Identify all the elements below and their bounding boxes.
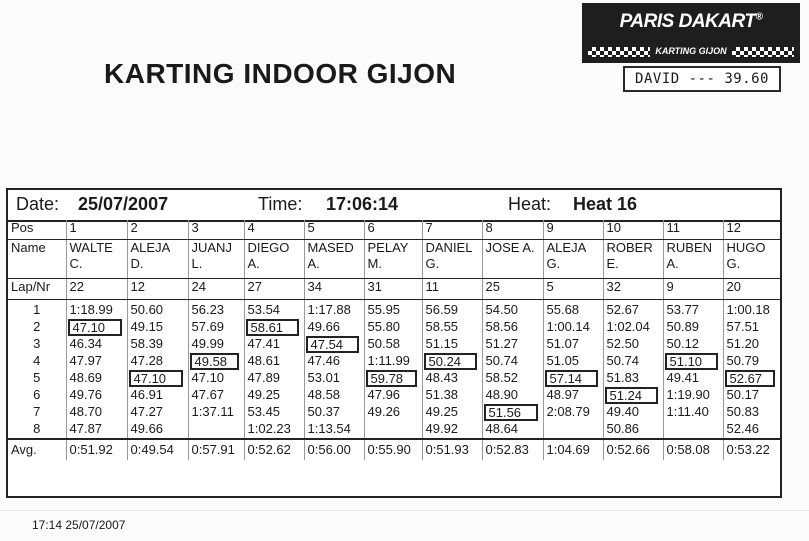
kart-number-cell: 20 bbox=[723, 279, 780, 300]
lap-time-cell: 46.34 bbox=[66, 336, 127, 353]
best-lap-time: 52.67 bbox=[725, 370, 776, 387]
lap-time-cell: 1:18.99 bbox=[66, 302, 127, 319]
lap-time-cell: 50.86 bbox=[603, 421, 663, 439]
best-lap-time: 51.56 bbox=[484, 404, 538, 421]
lap-number: 7 bbox=[8, 404, 66, 421]
lap-time-cell: 48.90 bbox=[482, 387, 543, 404]
lap-row bbox=[8, 404, 780, 421]
lap-time-cell: 48.97 bbox=[543, 387, 603, 404]
lap-time-cell: 51.07 bbox=[543, 336, 603, 353]
lap-time-cell: 49.40 bbox=[603, 404, 663, 421]
lap-time-cell: 50.89 bbox=[663, 319, 723, 336]
average-cell: 0:52.62 bbox=[244, 439, 304, 460]
lap-time-cell bbox=[188, 421, 244, 439]
lap-row bbox=[8, 336, 780, 353]
kart-number-cell: 34 bbox=[304, 279, 364, 300]
lap-time-cell: 2:08.79 bbox=[543, 404, 603, 421]
best-lap-cell bbox=[663, 353, 723, 370]
row-label: Name bbox=[8, 240, 66, 279]
print-timestamp: 17:14 25/07/2007 bbox=[32, 518, 126, 532]
lap-time-cell: 1:00.18 bbox=[726, 302, 770, 317]
position-cell: 7 bbox=[422, 220, 482, 240]
lap-time-cell: 49.99 bbox=[188, 336, 244, 353]
lap-time-cell: 47.67 bbox=[188, 387, 244, 404]
kart-number-cell: 32 bbox=[603, 279, 663, 300]
lap-time-cell: 46.91 bbox=[127, 387, 188, 404]
lap-time-cell: 54.50 bbox=[482, 302, 543, 319]
lap-time-cell: 47.10 bbox=[188, 370, 244, 387]
best-lap-time: 51.24 bbox=[605, 387, 658, 404]
driver-name-cell: ROBER E. bbox=[603, 240, 663, 279]
average-cell: 0:57.91 bbox=[188, 439, 244, 460]
average-cell: 0:51.92 bbox=[66, 439, 127, 460]
best-lap-cell bbox=[364, 370, 422, 387]
lap-time-cell: 48.70 bbox=[66, 404, 127, 421]
position-cell: 2 bbox=[127, 220, 188, 240]
lap-number: 2 bbox=[8, 319, 66, 336]
lap-row bbox=[8, 302, 780, 319]
position-row bbox=[8, 220, 780, 240]
kart-number-row bbox=[8, 279, 780, 300]
position-cell: 1 bbox=[66, 220, 127, 240]
lap-time-cell: 47.41 bbox=[244, 336, 304, 353]
lap-row bbox=[8, 319, 780, 336]
best-lap-cell bbox=[244, 319, 304, 336]
best-lap-time: 50.24 bbox=[424, 353, 477, 370]
lap-time-cell: 51.27 bbox=[482, 336, 543, 353]
lap-time-cell: 1:00.14 bbox=[543, 319, 603, 336]
best-lap-cell bbox=[603, 387, 663, 404]
best-lap-cell bbox=[127, 370, 188, 387]
lap-time-cell: 49.25 bbox=[244, 387, 304, 404]
kart-number-cell: 27 bbox=[244, 279, 304, 300]
lap-time-cell: 1:19.90 bbox=[663, 387, 723, 404]
position-cell: 8 bbox=[482, 220, 543, 240]
row-label: Avg. bbox=[8, 439, 66, 460]
lap-number: 3 bbox=[8, 336, 66, 353]
lap-row bbox=[8, 353, 780, 370]
lap-time-cell: 55.80 bbox=[364, 319, 422, 336]
driver-name-row bbox=[8, 240, 780, 279]
position-cell: 5 bbox=[304, 220, 364, 240]
lap-time-cell: 49.66 bbox=[127, 421, 188, 439]
driver-name-cell: PELAY M. bbox=[364, 240, 422, 279]
lap-time-cell: 50.79 bbox=[726, 353, 760, 368]
lap-row bbox=[8, 370, 780, 387]
lap-time-cell: 50.12 bbox=[663, 336, 723, 353]
position-cell: 3 bbox=[188, 220, 244, 240]
lap-time-cell: 52.67 bbox=[603, 302, 663, 319]
lap-time-cell: 51.15 bbox=[422, 336, 482, 353]
lap-time-cell: 53.77 bbox=[663, 302, 723, 319]
driver-name-cell: JOSE A. bbox=[482, 240, 543, 279]
page-title: KARTING INDOOR GIJON bbox=[104, 58, 457, 89]
lap-time-cell: 48.43 bbox=[422, 370, 482, 387]
best-lap-cell bbox=[66, 319, 127, 336]
lap-time-cell: 56.59 bbox=[422, 302, 482, 319]
average-cell: 1:04.69 bbox=[543, 439, 603, 460]
best-lap-cell bbox=[723, 370, 780, 387]
kart-number-cell: 12 bbox=[127, 279, 188, 300]
lap-number: 8 bbox=[8, 421, 66, 439]
lap-time-cell: 47.27 bbox=[127, 404, 188, 421]
lap-time-cell: 58.39 bbox=[127, 336, 188, 353]
best-lap-cell bbox=[422, 353, 482, 370]
lap-time-cell: 50.60 bbox=[127, 302, 188, 319]
lap-time-cell: 55.68 bbox=[543, 302, 603, 319]
lap-time-cell: 1:37.11 bbox=[188, 404, 244, 421]
position-cell: 9 bbox=[543, 220, 603, 240]
lap-time-cell bbox=[543, 421, 603, 439]
lap-time-cell: 50.17 bbox=[726, 387, 760, 402]
lap-time-cell: 47.87 bbox=[66, 421, 127, 439]
driver-name-cell: WALTE C. bbox=[66, 240, 127, 279]
best-lap-time: 47.54 bbox=[306, 336, 359, 353]
driver-name-cell: DIEGO A. bbox=[244, 240, 304, 279]
lap-time-cell: 49.66 bbox=[304, 319, 364, 336]
kart-number-cell: 11 bbox=[422, 279, 482, 300]
lap-time-cell: 1:17.88 bbox=[304, 302, 364, 319]
position-cell: 11 bbox=[663, 220, 723, 240]
lap-time-cell: 49.15 bbox=[127, 319, 188, 336]
lap-times-table bbox=[8, 220, 780, 460]
kart-number-cell: 22 bbox=[66, 279, 127, 300]
lap-time-cell: 50.74 bbox=[482, 353, 543, 370]
logo-sub-text: KARTING GIJON bbox=[655, 46, 727, 56]
lap-time-cell: 58.55 bbox=[422, 319, 482, 336]
lap-time-cell: 57.69 bbox=[188, 319, 244, 336]
lap-number: 5 bbox=[8, 370, 66, 387]
lap-time-cell: 49.92 bbox=[422, 421, 482, 439]
lap-time-cell: 50.83 bbox=[726, 404, 760, 419]
time-value: 17:06:14 bbox=[326, 194, 399, 214]
lap-row bbox=[8, 387, 780, 404]
lap-time-cell: 58.56 bbox=[482, 319, 543, 336]
lap-time-cell: 52.46 bbox=[726, 421, 760, 436]
best-lap-time: 51.10 bbox=[665, 353, 718, 370]
best-lap-time: 58.61 bbox=[246, 319, 299, 336]
lap-time-cell: 51.38 bbox=[422, 387, 482, 404]
lap-time-cell: 51.83 bbox=[603, 370, 663, 387]
lap-time-cell: 47.96 bbox=[364, 387, 422, 404]
driver-name-cell: ALEJA G. bbox=[543, 240, 603, 279]
average-cell: 0:52.83 bbox=[482, 439, 543, 460]
average-cell: 0:52.66 bbox=[603, 439, 663, 460]
divider bbox=[0, 510, 809, 511]
average-cell: 0:53.22 bbox=[723, 439, 780, 460]
driver-name-cell: RUBEN A. bbox=[663, 240, 723, 279]
best-lap-cell bbox=[304, 336, 364, 353]
lap-time-cell: 58.52 bbox=[482, 370, 543, 387]
average-row bbox=[8, 439, 780, 460]
driver-name-cell: MASED A. bbox=[304, 240, 364, 279]
kart-number-cell: 24 bbox=[188, 279, 244, 300]
row-label: Pos bbox=[8, 220, 66, 240]
driver-name-cell: DANIEL G. bbox=[422, 240, 482, 279]
lap-number: 1 bbox=[8, 302, 66, 319]
lap-time-cell: 55.95 bbox=[364, 302, 422, 319]
lap-time-cell: 47.97 bbox=[66, 353, 127, 370]
lap-number: 4 bbox=[8, 353, 66, 370]
average-cell: 0:55.90 bbox=[364, 439, 422, 460]
time-label: Time: bbox=[258, 194, 303, 214]
lap-time-cell: 49.41 bbox=[663, 370, 723, 387]
lap-time-cell bbox=[663, 421, 723, 439]
driver-name-cell: JUANJ L. bbox=[188, 240, 244, 279]
row-label: Lap/Nr bbox=[8, 279, 66, 300]
lap-time-cell: 49.26 bbox=[364, 404, 422, 421]
checkered-flag-right-icon bbox=[732, 47, 794, 57]
best-lap-time: 47.10 bbox=[129, 370, 183, 387]
lap-time-cell: 51.20 bbox=[726, 336, 760, 351]
position-cell: 6 bbox=[364, 220, 422, 240]
kart-number-cell: 31 bbox=[364, 279, 422, 300]
lap-time-cell: 48.58 bbox=[304, 387, 364, 404]
best-lap-cell bbox=[482, 404, 543, 421]
lap-time-cell: 49.25 bbox=[422, 404, 482, 421]
lap-time-cell: 53.01 bbox=[304, 370, 364, 387]
lap-time-cell: 47.28 bbox=[127, 353, 188, 370]
lap-time-cell bbox=[364, 421, 422, 439]
average-cell: 0:58.08 bbox=[663, 439, 723, 460]
kart-number-cell: 9 bbox=[663, 279, 723, 300]
best-lap-time: 57.14 bbox=[545, 370, 598, 387]
best-lap-cell bbox=[543, 370, 603, 387]
heat-value: Heat 16 bbox=[573, 194, 638, 214]
best-lap-time: 47.10 bbox=[68, 319, 122, 336]
date-value: 25/07/2007 bbox=[78, 194, 169, 214]
lap-time-cell: 50.58 bbox=[364, 336, 422, 353]
lap-time-cell: 53.45 bbox=[244, 404, 304, 421]
date-label: Date: bbox=[16, 194, 60, 214]
driver-name-cell: HUGO G. bbox=[723, 240, 780, 279]
lap-time-cell: 52.50 bbox=[603, 336, 663, 353]
average-cell: 0:51.93 bbox=[422, 439, 482, 460]
logo-main-text: PARIS DAKART® bbox=[619, 11, 763, 32]
lap-time-cell: 50.37 bbox=[304, 404, 364, 421]
average-cell: 0:56.00 bbox=[304, 439, 364, 460]
handwritten-stamp: DAVID --- 39.60 bbox=[623, 66, 781, 92]
lap-time-cell: 48.69 bbox=[66, 370, 127, 387]
lap-time-cell: 1:13.54 bbox=[304, 421, 364, 439]
lap-time-cell: 47.46 bbox=[304, 353, 364, 370]
position-cell: 12 bbox=[723, 220, 780, 240]
lap-time-cell: 48.64 bbox=[482, 421, 543, 439]
kart-number-cell: 25 bbox=[482, 279, 543, 300]
best-lap-cell bbox=[188, 353, 244, 370]
results-sheet bbox=[6, 188, 782, 498]
position-cell: 10 bbox=[603, 220, 663, 240]
lap-time-cell: 1:11.40 bbox=[663, 404, 723, 421]
driver-name-cell: ALEJA D. bbox=[127, 240, 188, 279]
lap-time-cell: 51.05 bbox=[543, 353, 603, 370]
heat-label: Heat: bbox=[508, 194, 552, 214]
paris-dakart-logo bbox=[582, 3, 800, 63]
lap-time-cell: 48.61 bbox=[244, 353, 304, 370]
lap-time-cell: 57.51 bbox=[726, 319, 760, 334]
heat-header bbox=[8, 190, 780, 222]
lap-time-cell: 49.76 bbox=[66, 387, 127, 404]
lap-number: 6 bbox=[8, 387, 66, 404]
lap-time-cell: 1:02.23 bbox=[244, 421, 304, 439]
lap-time-cell: 1:11.99 bbox=[364, 353, 422, 370]
lap-time-cell: 50.74 bbox=[603, 353, 663, 370]
lap-row bbox=[8, 421, 780, 439]
kart-number-cell: 5 bbox=[543, 279, 603, 300]
lap-time-cell: 1:02.04 bbox=[603, 319, 663, 336]
position-cell: 4 bbox=[244, 220, 304, 240]
lap-time-cell: 56.23 bbox=[188, 302, 244, 319]
best-lap-time: 59.78 bbox=[366, 370, 417, 387]
average-cell: 0:49.54 bbox=[127, 439, 188, 460]
lap-time-cell: 53.54 bbox=[244, 302, 304, 319]
best-lap-time: 49.58 bbox=[190, 353, 239, 370]
lap-time-cell: 47.89 bbox=[244, 370, 304, 387]
